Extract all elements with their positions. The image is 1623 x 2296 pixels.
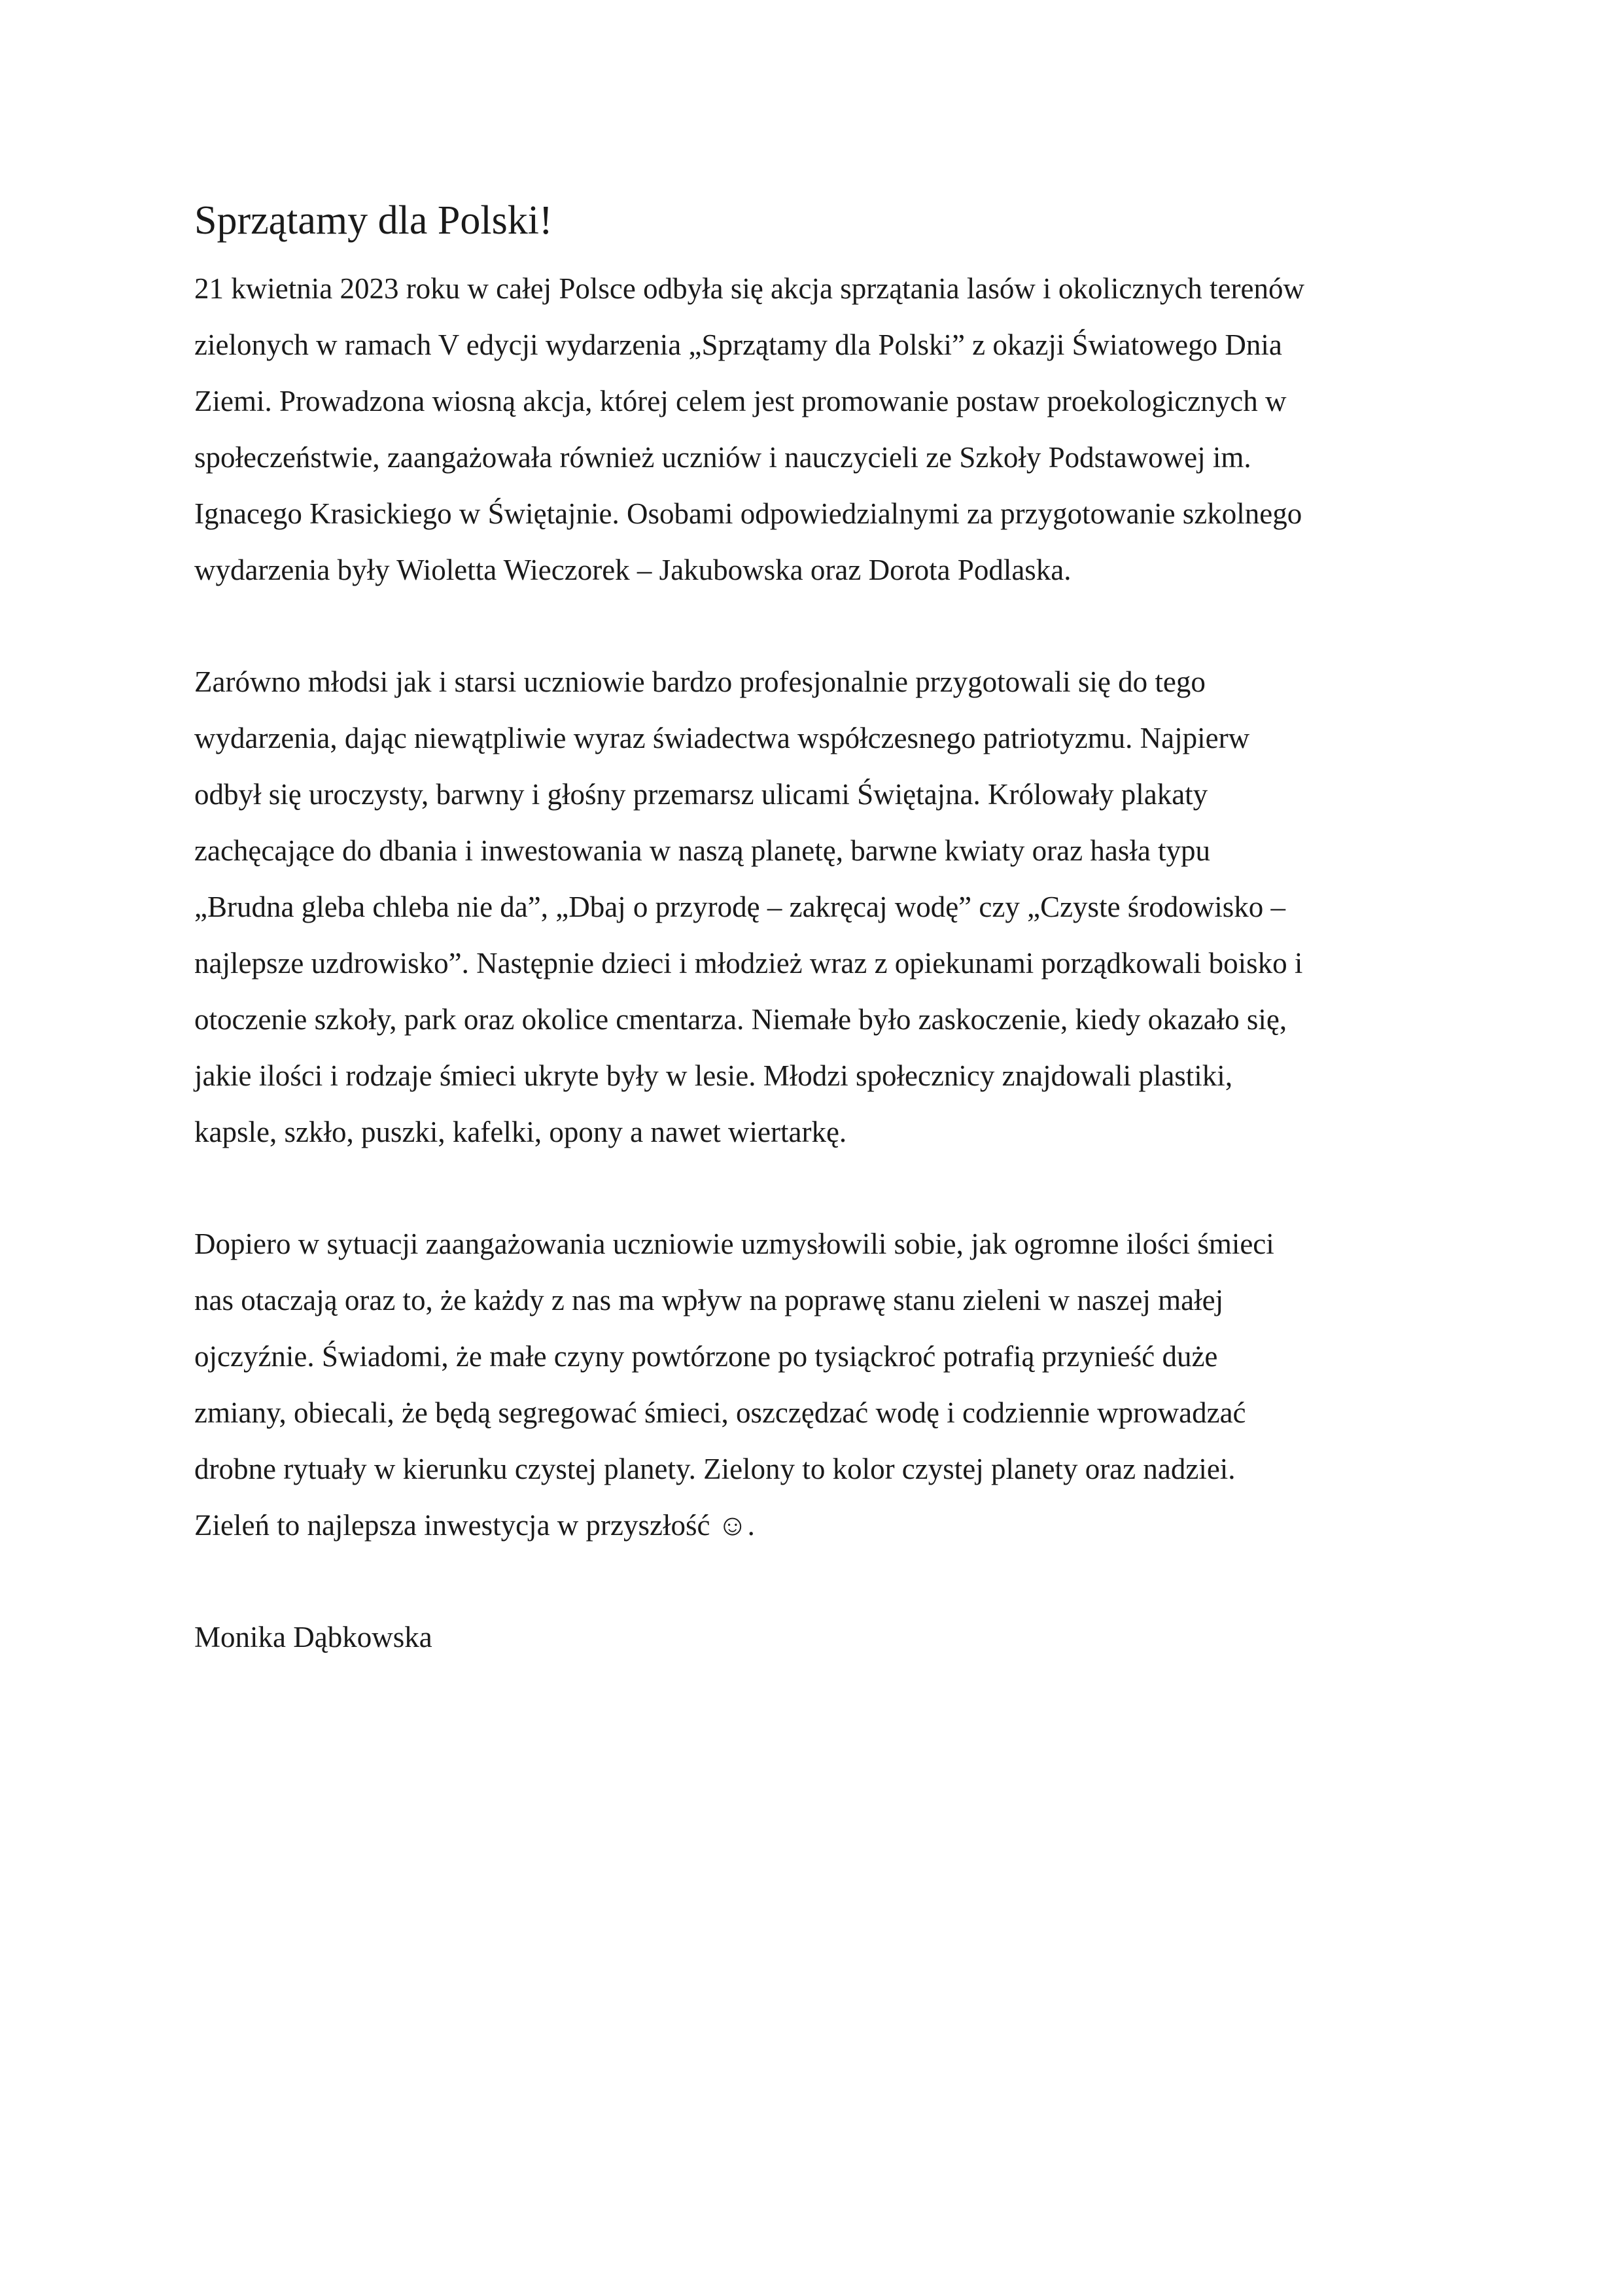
text-line: Dopiero w sytuacji zaangażowania uczniowie uzmysłowili sobie, jak ogromne ilości śmieci [194,1227,1274,1261]
text-line: wydarzenia, dając niewątpliwie wyraz świadectwa współczesnego patriotyzmu. Najpierw [194,722,1250,755]
text-line: Zieleń to najlepsza inwestycja w przyszłość ☺. [194,1509,755,1542]
text-line: 21 kwietnia 2023 roku w całej Polsce odbyła się akcja sprzątania lasów i okolicznych terenów [194,272,1304,306]
text-line: Ziemi. Prowadzona wiosną akcja, której celem jest promowanie postaw proekologicznych w [194,385,1287,418]
paragraph-3 [194,1216,1440,1553]
document-page [194,196,1440,1665]
text-line: kapsle, szkło, puszki, kafelki, opony a nawet wiertarkę. [194,1116,847,1149]
text-line: zielonych w ramach V edycji wydarzenia „Sprzątamy dla Polski” z okazji Światowego Dnia [194,328,1282,362]
text-line: drobne rytuały w kierunku czystej planety. Zielony to kolor czystej planety oraz nadziei. [194,1453,1236,1486]
text-line: zmiany, obiecali, że będą segregować śmieci, oszczędzać wodę i codziennie wprowadzać [194,1396,1246,1430]
paragraph-1 [194,260,1440,598]
paragraph-2 [194,654,1440,1160]
text-line: otoczenie szkoły, park oraz okolice cmentarza. Niemałe było zaskoczenie, kiedy okazało się, [194,1003,1287,1036]
text-line: „Brudna gleba chleba nie da”, „Dbaj o przyrodę – zakręcaj wodę” czy „Czyste środowisko – [194,891,1286,924]
text-line: najlepsze uzdrowisko”. Następnie dzieci i młodzież wraz z opiekunami porządkowali boisko i [194,947,1303,980]
text-line: społeczeństwie, zaangażowała również uczniów i nauczycieli ze Szkoły Podstawowej im. [194,441,1251,474]
text-line: odbył się uroczysty, barwny i głośny przemarsz ulicami Świętajna. Królowały plakaty [194,778,1208,811]
author-signature: Monika Dąbkowska [194,1621,432,1654]
document-title: Sprzątamy dla Polski! [194,198,553,243]
text-line: Ignacego Krasickiego w Świętajnie. Osobami odpowiedzialnymi za przygotowanie szkolnego [194,497,1302,531]
text-line: jakie ilości i rodzaje śmieci ukryte były w lesie. Młodzi społecznicy znajdowali plastiki, [194,1059,1233,1093]
text-line: zachęcające do dbania i inwestowania w naszą planetę, barwne kwiaty oraz hasła typu [194,834,1211,868]
text-line: wydarzenia były Wioletta Wieczorek – Jakubowska oraz Dorota Podlaska. [194,554,1072,587]
text-line: ojczyźnie. Świadomi, że małe czyny powtórzone po tysiąckroć potrafią przynieść duże [194,1340,1218,1373]
text-line: Zarówno młodsi jak i starsi uczniowie bardzo profesjonalnie przygotowali się do tego [194,665,1206,699]
text-line: nas otaczają oraz to, że każdy z nas ma wpływ na poprawę stanu zieleni w naszej małej [194,1284,1224,1317]
